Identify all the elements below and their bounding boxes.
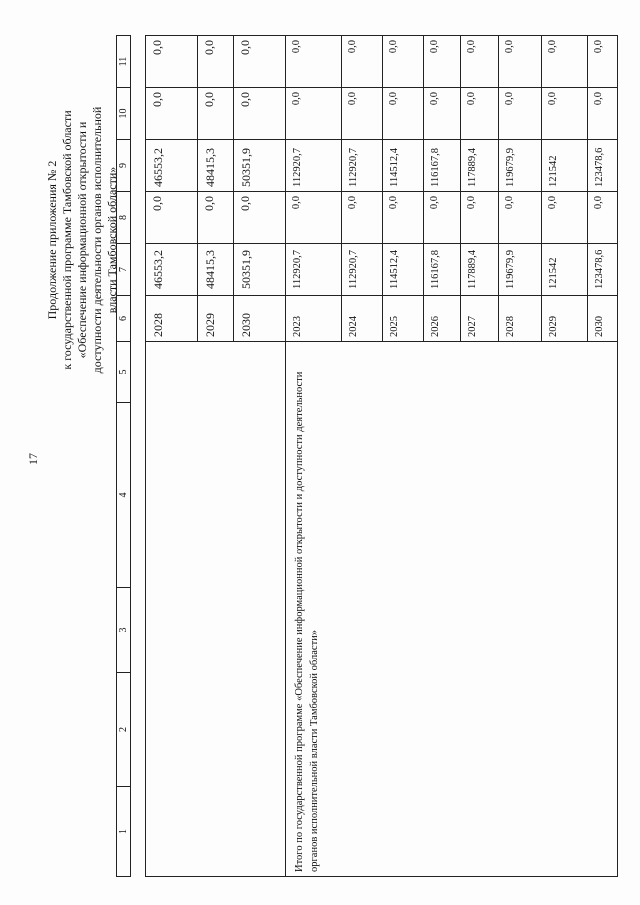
total-funding-cell: 117889,4 <box>461 244 499 296</box>
column-number: 5 <box>117 342 131 403</box>
other-funding-cell: 0,0 <box>542 36 588 88</box>
year-cell: 2024 <box>342 296 383 342</box>
header-line: к государственной программе Тамбовской области <box>60 110 74 370</box>
header-line: «Обеспечение информационной открытости и <box>75 121 89 359</box>
total-funding-cell: 116167,8 <box>424 244 461 296</box>
regional-funding-cell: 119679,9 <box>499 140 542 192</box>
federal-funding-cell: 0,0 <box>588 192 618 244</box>
column-number: 9 <box>117 140 131 192</box>
column-number-row <box>116 35 131 877</box>
total-funding-cell: 50351,9 <box>234 244 286 296</box>
other-funding-cell: 0,0 <box>198 36 234 88</box>
table-row <box>146 36 198 877</box>
regional-funding-cell: 48415,3 <box>198 140 234 192</box>
year-cell: 2029 <box>542 296 588 342</box>
federal-funding-cell: 0,0 <box>146 192 198 244</box>
total-funding-cell: 112920,7 <box>286 244 342 296</box>
column-number: 8 <box>117 192 131 244</box>
year-cell: 2030 <box>234 296 286 342</box>
regional-funding-cell: 117889,4 <box>461 140 499 192</box>
page-number: 17 <box>26 453 40 465</box>
local-funding-cell: 0,0 <box>499 88 542 140</box>
federal-funding-cell: 0,0 <box>198 192 234 244</box>
table-row <box>286 36 342 877</box>
regional-funding-cell: 121542 <box>542 140 588 192</box>
total-funding-cell: 46553,2 <box>146 244 198 296</box>
year-cell: 2025 <box>383 296 424 342</box>
year-cell: 2023 <box>286 296 342 342</box>
regional-funding-cell: 46553,2 <box>146 140 198 192</box>
label-cell-empty <box>146 342 286 877</box>
column-number: 10 <box>117 88 131 140</box>
appendix-header <box>45 65 120 415</box>
local-funding-cell: 0,0 <box>198 88 234 140</box>
year-cell: 2028 <box>499 296 542 342</box>
local-funding-cell: 0,0 <box>424 88 461 140</box>
column-number: 4 <box>117 403 131 588</box>
local-funding-cell: 0,0 <box>286 88 342 140</box>
year-cell: 2028 <box>146 296 198 342</box>
column-number: 2 <box>117 673 131 787</box>
regional-funding-cell: 112920,7 <box>286 140 342 192</box>
other-funding-cell: 0,0 <box>588 36 618 88</box>
column-number: 11 <box>117 36 131 88</box>
federal-funding-cell: 0,0 <box>342 192 383 244</box>
total-funding-cell: 48415,3 <box>198 244 234 296</box>
federal-funding-cell: 0,0 <box>424 192 461 244</box>
local-funding-cell: 0,0 <box>383 88 424 140</box>
regional-funding-cell: 123478,6 <box>588 140 618 192</box>
column-number: 6 <box>117 296 131 342</box>
local-funding-cell: 0,0 <box>146 88 198 140</box>
local-funding-cell: 0,0 <box>342 88 383 140</box>
local-funding-cell: 0,0 <box>234 88 286 140</box>
year-cell: 2029 <box>198 296 234 342</box>
local-funding-cell: 0,0 <box>461 88 499 140</box>
column-number: 7 <box>117 244 131 296</box>
year-cell: 2027 <box>461 296 499 342</box>
column-number: 1 <box>117 787 131 877</box>
year-cell: 2030 <box>588 296 618 342</box>
federal-funding-cell: 0,0 <box>383 192 424 244</box>
year-cell: 2026 <box>424 296 461 342</box>
total-funding-cell: 121542 <box>542 244 588 296</box>
total-funding-cell: 119679,9 <box>499 244 542 296</box>
local-funding-cell: 0,0 <box>542 88 588 140</box>
regional-funding-cell: 112920,7 <box>342 140 383 192</box>
other-funding-cell: 0,0 <box>146 36 198 88</box>
other-funding-cell: 0,0 <box>286 36 342 88</box>
total-funding-cell: 114512,4 <box>383 244 424 296</box>
other-funding-cell: 0,0 <box>461 36 499 88</box>
regional-funding-cell: 50351,9 <box>234 140 286 192</box>
other-funding-cell: 0,0 <box>499 36 542 88</box>
federal-funding-cell: 0,0 <box>542 192 588 244</box>
funding-table <box>145 35 618 877</box>
local-funding-cell: 0,0 <box>588 88 618 140</box>
federal-funding-cell: 0,0 <box>234 192 286 244</box>
header-line: Продолжение приложения № 2 <box>45 160 59 320</box>
federal-funding-cell: 0,0 <box>461 192 499 244</box>
total-funding-cell: 112920,7 <box>342 244 383 296</box>
header-line: власти Тамбовской области» <box>105 166 119 314</box>
other-funding-cell: 0,0 <box>424 36 461 88</box>
program-total-label: Итого по государственной программе «Обеспечение информационной открытости и доступности деятельности органов исполнительной власти Тамбовской области» <box>286 342 618 877</box>
total-funding-cell: 123478,6 <box>588 244 618 296</box>
regional-funding-cell: 114512,4 <box>383 140 424 192</box>
federal-funding-cell: 0,0 <box>286 192 342 244</box>
regional-funding-cell: 116167,8 <box>424 140 461 192</box>
other-funding-cell: 0,0 <box>234 36 286 88</box>
other-funding-cell: 0,0 <box>383 36 424 88</box>
header-line: доступности деятельности органов исполнительной <box>90 106 104 374</box>
column-number: 3 <box>117 588 131 673</box>
other-funding-cell: 0,0 <box>342 36 383 88</box>
federal-funding-cell: 0,0 <box>499 192 542 244</box>
